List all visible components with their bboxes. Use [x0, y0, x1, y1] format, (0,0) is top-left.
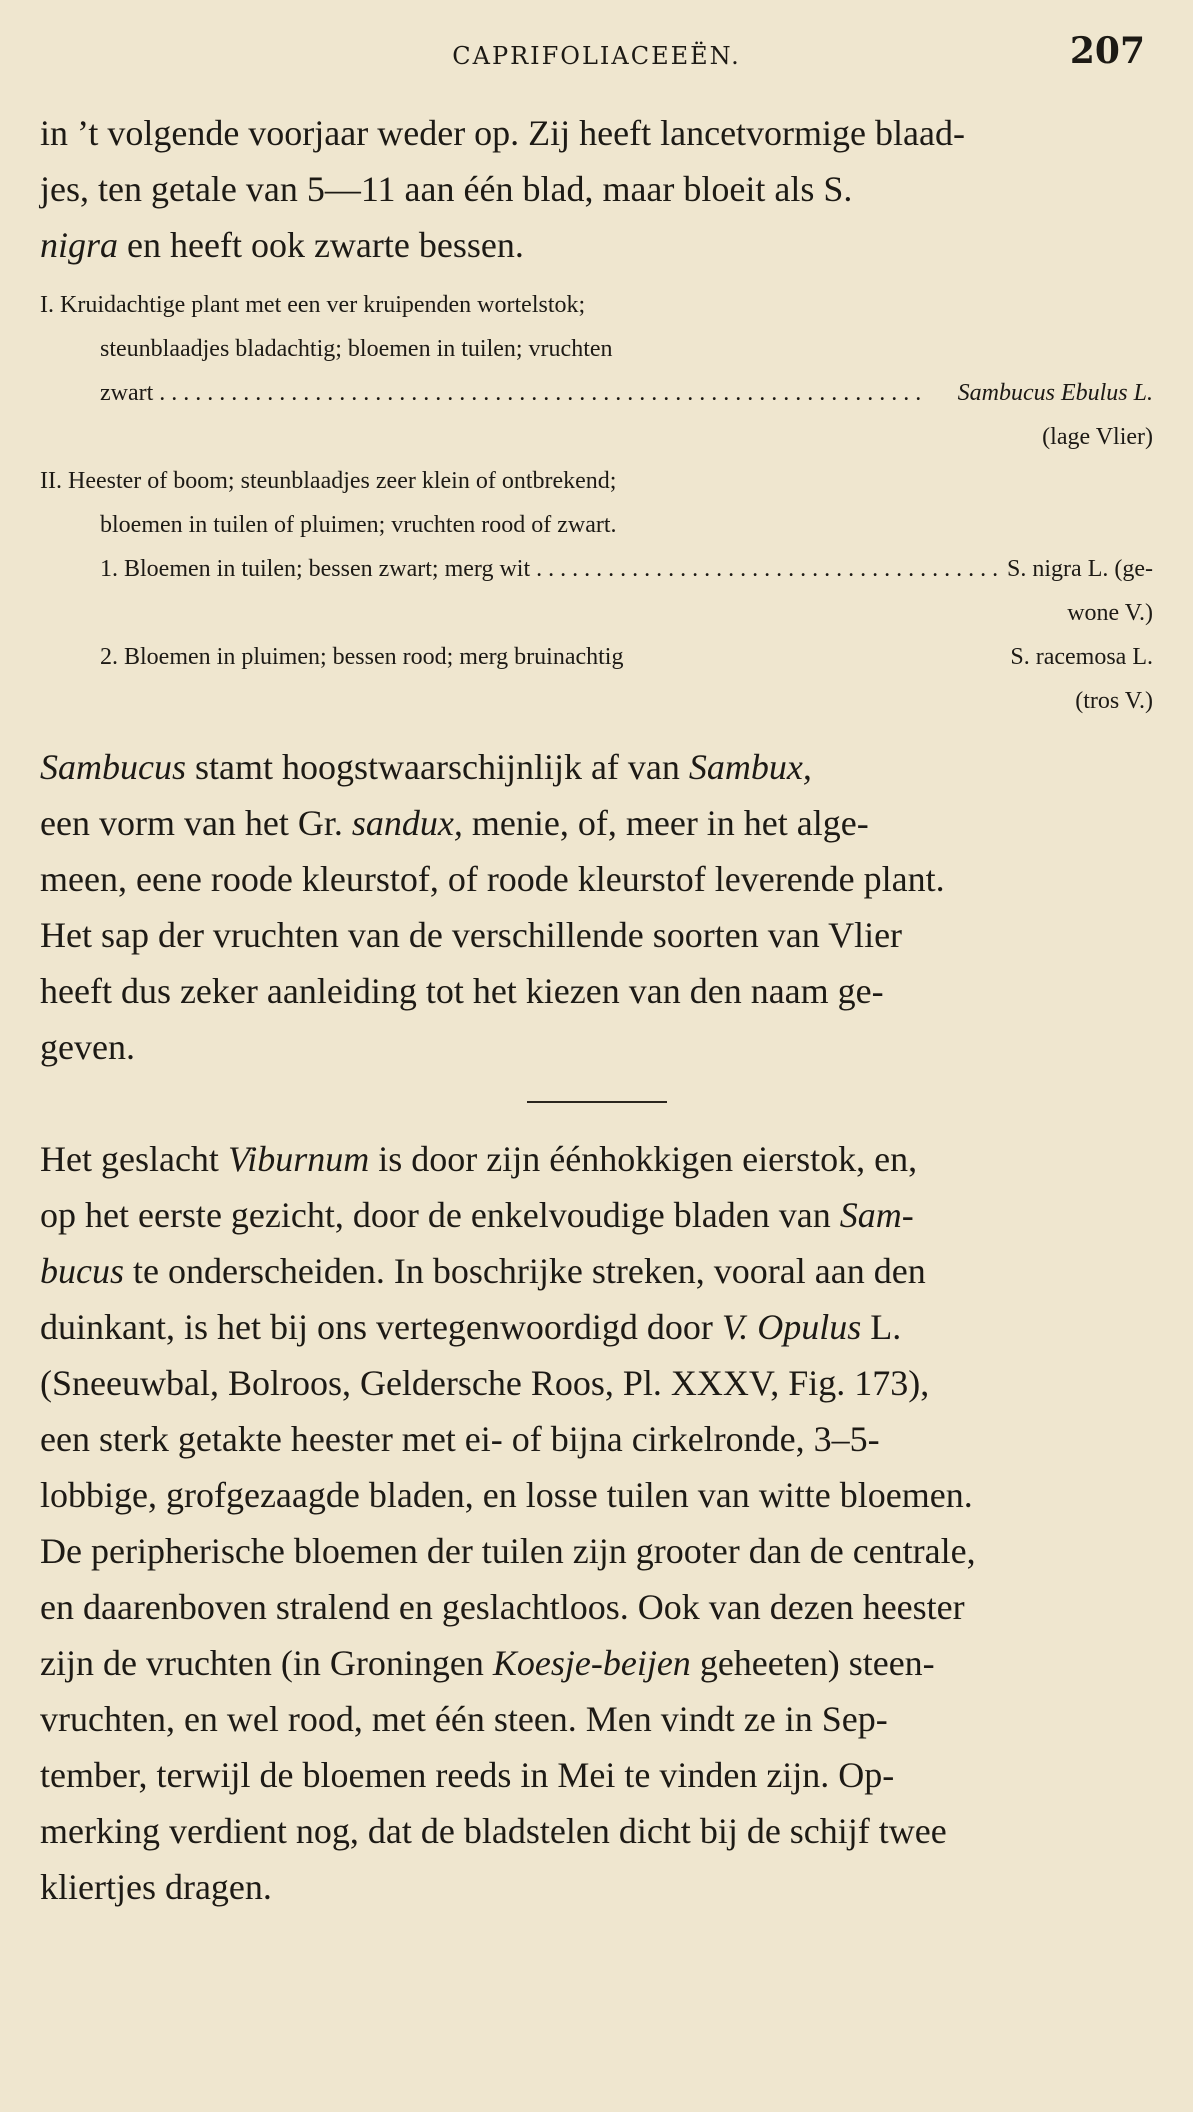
term: Koesje-beijen	[492, 1643, 691, 1683]
text-span: duinkant, is het bij ons vertegenwoordigd door	[40, 1307, 722, 1347]
page-body	[40, 105, 1153, 1915]
text-line: lobbige, grofgezaagde bladen, en losse tuilen van witte bloemen.	[40, 1475, 973, 1515]
text-span: en heeft ook zwarte bessen.	[118, 225, 524, 265]
key-line	[40, 635, 1153, 679]
key-term: 2. Bloemen in pluimen; bessen rood; merg bruinachtig	[100, 644, 624, 670]
key-line: (lage Vlier)	[1042, 424, 1153, 450]
text-span: is door zijn éénhokkigen eierstok, en,	[369, 1139, 918, 1179]
text-line: tember, terwijl de bloemen reeds in Mei te vinden zijn. Op-	[40, 1755, 895, 1795]
key-term: zwart	[100, 380, 154, 406]
text-line: vruchten, en wel rood, met één steen. Men vindt ze in Sep-	[40, 1699, 888, 1739]
text-line: en daarenboven stralend en geslachtloos. Ook van dezen heester	[40, 1587, 965, 1627]
species-name: nigra	[40, 225, 119, 265]
text-span: L.	[861, 1307, 902, 1347]
text-line: De peripherische bloemen der tuilen zijn grooter dan de centrale,	[40, 1531, 976, 1571]
text-line: merking verdient nog, dat de bladstelen dicht bij de schijf twee	[40, 1811, 947, 1851]
key-term: 1. Bloemen in tuilen; bessen zwart; merg wit	[100, 556, 531, 582]
text-line	[40, 1243, 1153, 1299]
key-line: steunblaadjes bladachtig; bloemen in tuilen; vruchten	[100, 336, 613, 362]
text-line	[40, 795, 1153, 851]
text-line	[40, 739, 1153, 795]
term: Sambux,	[688, 747, 812, 787]
text-line	[40, 217, 1153, 273]
genus-name: bucus	[40, 1251, 124, 1291]
text-line: Het sap der vruchten van de verschillende soorten van Vlier	[40, 915, 903, 955]
text-line	[40, 1187, 1153, 1243]
term: sandux,	[351, 803, 463, 843]
text-span: op het eerste gezicht, door de enkelvoudige bladen van	[40, 1195, 840, 1235]
text-line: een sterk getakte heester met ei- of bijna cirkelronde, 3–5-	[40, 1419, 880, 1459]
text-span: geheeten) steen-	[690, 1643, 935, 1683]
intro-paragraph	[40, 105, 1153, 273]
key-line: II. Heester of boom; steunblaadjes zeer klein of ontbrekend;	[40, 468, 617, 494]
text-span: menie, of, meer in het alge-	[462, 803, 869, 843]
text-line	[40, 1299, 1153, 1355]
key-line	[40, 547, 1153, 591]
text-line: in ’t volgende voorjaar weder op. Zij heeft lancetvormige blaad-	[40, 113, 965, 153]
dot-leader	[159, 371, 951, 415]
key-line: (tros V.)	[1075, 688, 1153, 714]
dot-leader	[536, 547, 1001, 591]
text-line: geven.	[40, 1027, 135, 1067]
text-line	[40, 1131, 1153, 1187]
key-species: S. nigra L. (ge-	[1007, 556, 1153, 582]
text-line	[40, 1635, 1153, 1691]
identification-key	[40, 283, 1153, 723]
key-species: Sambucus Ebulus L.	[957, 380, 1153, 406]
key-line: I. Kruidachtige plant met een ver kruipenden wortelstok;	[40, 292, 586, 318]
text-span: stamt hoogstwaarschijnlijk af van	[186, 747, 689, 787]
text-span: Het geslacht	[40, 1139, 228, 1179]
page-number: 207	[1069, 30, 1145, 72]
text-line: heeft dus zeker aanleiding tot het kiezen van den naam ge-	[40, 971, 884, 1011]
genus-name: Viburnum	[227, 1139, 370, 1179]
text-line: (Sneeuwbal, Bolroos, Geldersche Roos, Pl. XXXV, Fig. 173),	[40, 1363, 930, 1403]
text-line: jes, ten getale van 5—11 aan één blad, maar bloeit als S.	[40, 169, 853, 209]
key-line: bloemen in tuilen of pluimen; vruchten rood of zwart.	[100, 512, 617, 538]
text-span: zijn de vruchten (in Groningen	[40, 1643, 493, 1683]
key-line	[40, 371, 1153, 415]
etymology-paragraph	[40, 739, 1153, 1075]
key-species: S. racemosa L.	[1010, 644, 1153, 670]
species-name: V. Opulus	[721, 1307, 862, 1347]
text-line: meen, eene roode kleurstof, of roode kleurstof leverende plant.	[40, 859, 945, 899]
text-span: te onderscheiden. In boschrijke streken, vooral aan den	[124, 1251, 926, 1291]
page-header	[40, 28, 1153, 78]
running-head: CAPRIFOLIACEEËN.	[452, 42, 741, 70]
key-line: wone V.)	[1067, 600, 1153, 626]
text-line: kliertjes dragen.	[40, 1867, 272, 1907]
section-divider	[527, 1101, 667, 1103]
viburnum-paragraph	[40, 1131, 1153, 1915]
text-span: een vorm van het Gr.	[40, 803, 352, 843]
genus-name: Sambucus	[40, 747, 186, 787]
genus-name: Sam-	[839, 1195, 914, 1235]
